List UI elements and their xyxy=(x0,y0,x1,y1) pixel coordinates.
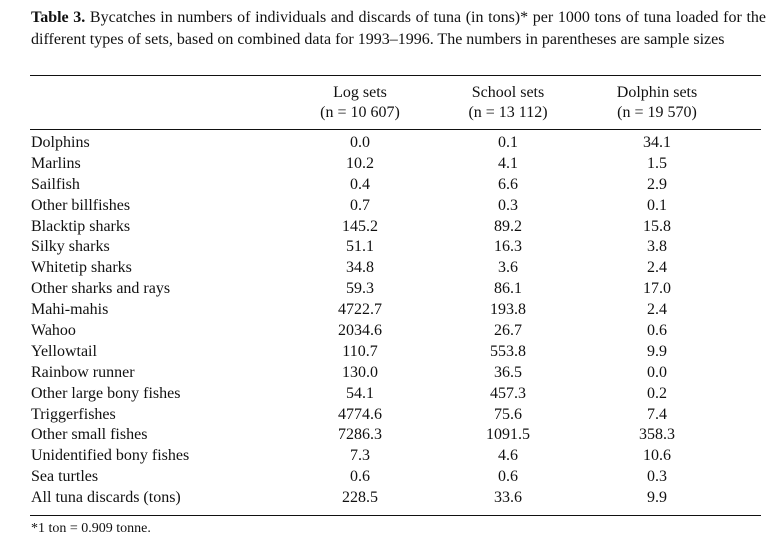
row-label: Wahoo xyxy=(31,322,76,340)
cell-school-sets: 0.6 xyxy=(498,468,518,486)
cell-dolphin-sets: 17.0 xyxy=(643,280,671,298)
cell-dolphin-sets: 0.6 xyxy=(647,322,667,340)
row-label: Other billfishes xyxy=(31,196,131,214)
cell-dolphin-sets: 2.4 xyxy=(647,259,667,277)
cell-dolphin-sets: 34.1 xyxy=(643,134,671,151)
cell-school-sets: 6.6 xyxy=(498,175,518,193)
column-sample-size: (n = 10 607) xyxy=(320,104,400,121)
row-label: Yellowtail xyxy=(31,342,97,360)
cell-school-sets: 4.1 xyxy=(498,154,518,172)
cell-dolphin-sets: 7.4 xyxy=(647,405,667,423)
cell-log-sets: 34.8 xyxy=(346,259,374,277)
table-row xyxy=(0,405,777,426)
cell-school-sets: 16.3 xyxy=(494,238,522,256)
cell-school-sets: 193.8 xyxy=(490,301,526,319)
cell-school-sets: 4.6 xyxy=(498,447,518,465)
cell-dolphin-sets: 2.4 xyxy=(647,301,667,319)
row-label: Marlins xyxy=(31,154,81,172)
column-title: Log sets xyxy=(333,84,387,101)
cell-log-sets: 2034.6 xyxy=(338,322,382,340)
row-label: Unidentified bony fishes xyxy=(31,447,190,465)
cell-log-sets: 130.0 xyxy=(342,363,378,381)
table-row xyxy=(0,133,777,154)
cell-dolphin-sets: 358.3 xyxy=(639,426,675,444)
cell-log-sets: 4722.7 xyxy=(338,301,382,319)
table-row xyxy=(0,196,777,217)
column-title: School sets xyxy=(471,84,545,101)
cell-log-sets: 7.3 xyxy=(350,447,370,465)
cell-school-sets: 1091.5 xyxy=(486,426,530,444)
column-sample-size: (n = 19 570) xyxy=(617,104,697,121)
cell-school-sets: 26.7 xyxy=(494,322,522,340)
table-body xyxy=(0,133,777,509)
cell-dolphin-sets: 0.1 xyxy=(647,196,667,214)
row-label: Sailfish xyxy=(31,175,80,193)
table-row xyxy=(0,425,777,446)
table-row xyxy=(0,488,777,509)
row-label: Dolphins xyxy=(31,134,90,151)
table-row xyxy=(0,342,777,363)
table-row xyxy=(0,300,777,321)
table-row xyxy=(0,384,777,405)
cell-log-sets: 7286.3 xyxy=(338,426,382,444)
column-header-school-sets xyxy=(423,83,593,123)
table-footnote: *1 ton = 0.909 tonne. xyxy=(31,521,151,536)
cell-log-sets: 0.7 xyxy=(350,196,370,214)
bottom-rule xyxy=(30,515,761,516)
table-caption xyxy=(31,7,766,50)
cell-log-sets: 110.7 xyxy=(342,342,378,360)
cell-school-sets: 0.3 xyxy=(498,196,518,214)
cell-school-sets: 553.8 xyxy=(490,342,526,360)
cell-log-sets: 10.2 xyxy=(346,154,374,172)
row-label: Sea turtles xyxy=(31,468,99,486)
table-row xyxy=(0,446,777,467)
column-header-dolphin-sets xyxy=(572,83,742,123)
cell-school-sets: 89.2 xyxy=(494,217,522,235)
row-label: Other small fishes xyxy=(31,426,148,444)
cell-school-sets: 0.1 xyxy=(498,134,518,151)
row-label: Blacktip sharks xyxy=(31,217,131,235)
table-row xyxy=(0,237,777,258)
cell-dolphin-sets: 0.3 xyxy=(647,468,667,486)
table-row xyxy=(0,279,777,300)
column-header-log-sets xyxy=(275,83,445,123)
table-row xyxy=(0,175,777,196)
cell-dolphin-sets: 9.9 xyxy=(647,342,667,360)
cell-school-sets: 86.1 xyxy=(494,280,522,298)
cell-log-sets: 0.4 xyxy=(350,175,370,193)
table-label: Table 3. xyxy=(31,9,86,26)
column-title: Dolphin sets xyxy=(616,84,698,101)
cell-dolphin-sets: 3.8 xyxy=(647,238,667,256)
cell-dolphin-sets: 9.9 xyxy=(647,489,667,507)
row-label: Mahi-mahis xyxy=(31,301,109,319)
cell-dolphin-sets: 0.0 xyxy=(647,363,667,381)
row-label: Silky sharks xyxy=(31,238,110,256)
cell-dolphin-sets: 2.9 xyxy=(647,175,667,193)
table-row xyxy=(0,321,777,342)
cell-school-sets: 36.5 xyxy=(494,363,522,381)
cell-log-sets: 228.5 xyxy=(342,489,378,507)
table-row xyxy=(0,217,777,238)
cell-dolphin-sets: 0.2 xyxy=(647,384,667,402)
cell-dolphin-sets: 1.5 xyxy=(647,154,667,172)
table-row xyxy=(0,258,777,279)
row-label: Other large bony fishes xyxy=(31,384,181,402)
row-label: Rainbow runner xyxy=(31,363,135,381)
cell-dolphin-sets: 15.8 xyxy=(643,217,671,235)
row-label: Other sharks and rays xyxy=(31,280,171,298)
cell-log-sets: 0.0 xyxy=(350,134,370,151)
table-row xyxy=(0,154,777,175)
row-label: Triggerfishes xyxy=(31,405,116,423)
table-row xyxy=(0,363,777,384)
cell-log-sets: 145.2 xyxy=(342,217,378,235)
table-caption-text: Bycatches in numbers of individuals and discards of tuna (in tons)* per 1000 tons of tuna loaded for the different types of sets, based on combined data for 1993–1996. The numbers in parentheses are sample sizes xyxy=(31,9,766,48)
cell-log-sets: 4774.6 xyxy=(338,405,382,423)
header-rule xyxy=(30,129,761,130)
table-row xyxy=(0,467,777,488)
cell-dolphin-sets: 10.6 xyxy=(643,447,671,465)
cell-log-sets: 54.1 xyxy=(346,384,374,402)
cell-log-sets: 59.3 xyxy=(346,280,374,298)
row-label: All tuna discards (tons) xyxy=(31,489,181,507)
cell-school-sets: 75.6 xyxy=(494,405,522,423)
cell-school-sets: 3.6 xyxy=(498,259,518,277)
cell-log-sets: 0.6 xyxy=(350,468,370,486)
row-label: Whitetip sharks xyxy=(31,259,132,277)
column-sample-size: (n = 13 112) xyxy=(468,104,548,121)
cell-school-sets: 457.3 xyxy=(490,384,526,402)
cell-school-sets: 33.6 xyxy=(494,489,522,507)
top-rule xyxy=(30,75,761,76)
cell-log-sets: 51.1 xyxy=(346,238,374,256)
